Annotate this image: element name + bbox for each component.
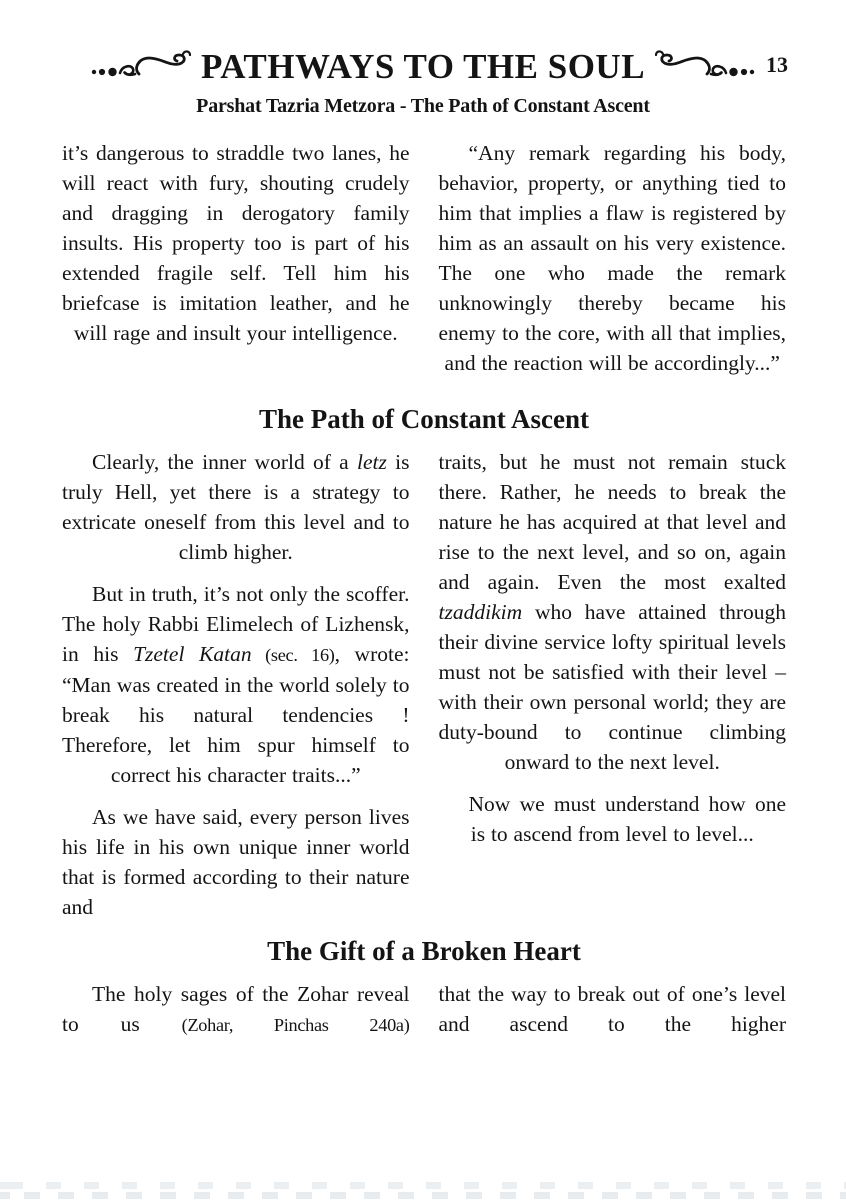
paragraph (439, 789, 787, 849)
text-segment: (Zohar, Pinchas 240a) (181, 1015, 410, 1035)
text-segment: “Any remark regarding his body, behavior, property, or anything tied to him that implies a flaw is registered by him as an assault on his very existence. The one who made the remark unknowingly thereby became his enemy to the core, with all that implies, and the reaction will be accordingly...” (438, 141, 786, 375)
right-column (439, 447, 787, 922)
text-segment: that the way to break out of one’s level and ascend to the higher (438, 982, 786, 1036)
text-segment: The holy sages of the Zohar reveal to us (62, 982, 410, 1036)
text-segment: tzaddikim (438, 600, 523, 624)
section-heading: The Gift of a Broken Heart (267, 936, 581, 966)
right-column (439, 979, 787, 1040)
left-column (62, 138, 410, 390)
page-number: 13 (766, 52, 788, 77)
right-column (439, 138, 787, 390)
text-segment: traits, but he must not remain stuck there. Rather, he needs to break the nature he has acquired at that level and rise to the next level, and so on, again and again. Even the most exalted (438, 450, 786, 594)
section-continuation (62, 138, 786, 390)
text-segment: is truly Hell, yet there is a strategy to extricate oneself from this level and to climb higher. (62, 450, 410, 564)
paragraph (439, 138, 787, 378)
flourish-right-icon (655, 48, 757, 84)
scan-edge-dashes (0, 1192, 846, 1199)
text-segment: As we have said, every person lives his life in his own unique inner world that is formed according to their nature and (62, 805, 410, 919)
page-header (0, 0, 846, 118)
scan-edge-dashes (0, 1182, 846, 1189)
paragraph (439, 979, 787, 1039)
page-subtitle: Parshat Tazria Metzora - The Path of Constant Ascent (196, 95, 650, 117)
text-segment: Tzetel Katan (133, 642, 252, 666)
left-column (62, 979, 410, 1040)
paragraph (62, 579, 410, 790)
text-segment: letz (357, 450, 387, 474)
section-broken-heart (62, 936, 786, 1040)
title-row (0, 44, 846, 88)
text-segment: But in truth, it’s not only the scoffer. The holy Rabbi Elimelech of Lizhensk, in his (62, 582, 410, 666)
two-column-layout (62, 979, 786, 1040)
paragraph (62, 802, 410, 922)
text-segment: Clearly, the inner world of a (92, 450, 358, 474)
text-segment: it’s dangerous to straddle two lanes, he will react with fury, shouting crudely and dragging in derogatory family insults. His property too is part of his extended fragile self. Tell him his briefcase is imitation leather, and he will rage and insult your intelligence. (62, 141, 410, 345)
section-heading: The Path of Constant Ascent (258, 404, 589, 434)
paragraph (439, 447, 787, 777)
two-column-layout (62, 138, 786, 390)
left-column (62, 447, 410, 922)
book-title: PATHWAYS TO THE SOUL (200, 46, 646, 86)
page-body (0, 118, 846, 1040)
scan-edge-artifact (0, 1182, 846, 1200)
section-constant-ascent (62, 404, 786, 922)
paragraph (62, 138, 410, 348)
two-column-layout (62, 447, 786, 922)
text-segment: , wrote: “Man was created in the world solely to break his natural tendencies ! Therefore, let him spur himself to correct his character traits...” (62, 642, 410, 787)
text-segment: Now we must understand how one is to ascend from level to level... (468, 792, 786, 846)
paragraph (62, 447, 410, 567)
paragraph (62, 979, 410, 1040)
flourish-left-icon (89, 48, 191, 84)
text-segment: who have attained through their divine service lofty spiritual levels must not be satisfied with their level – with their own personal world; they are duty-bound to continue climbing onward to the next level. (438, 600, 786, 774)
text-segment: (sec. 16) (251, 645, 335, 665)
